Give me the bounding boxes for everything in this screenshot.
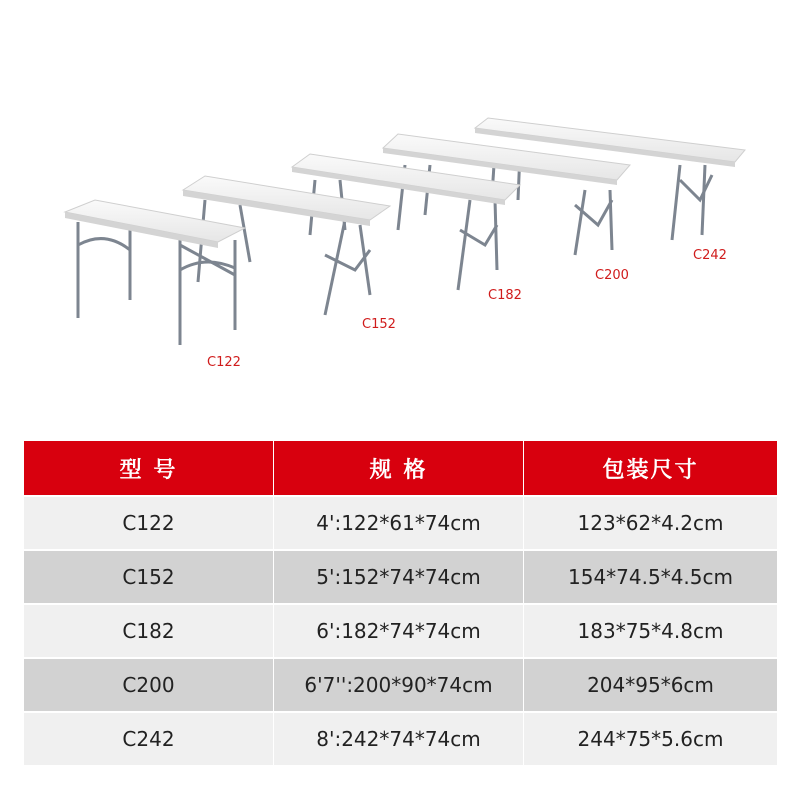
label-c200: C200 [595, 268, 629, 283]
cell-spec: 6'7'':200*90*74cm [274, 657, 524, 711]
table-c122 [65, 200, 245, 345]
header-package-size: 包装尺寸 [524, 441, 777, 495]
label-c182: C182 [488, 288, 522, 303]
table-row [24, 549, 777, 603]
table-row [24, 603, 777, 657]
table-c182 [292, 154, 520, 290]
spec-table [24, 441, 777, 765]
cell-package-size: 123*62*4.2cm [524, 495, 777, 549]
table-row [24, 657, 777, 711]
cell-model: C182 [24, 603, 274, 657]
table-row [24, 495, 777, 549]
label-c122: C122 [207, 355, 241, 370]
cell-model: C200 [24, 657, 274, 711]
header-spec: 规 格 [274, 441, 524, 495]
cell-package-size: 204*95*6cm [524, 657, 777, 711]
label-c242: C242 [693, 248, 727, 263]
cell-package-size: 244*75*5.6cm [524, 711, 777, 765]
header-model: 型 号 [24, 441, 274, 495]
table-row [24, 711, 777, 765]
cell-package-size: 154*74.5*4.5cm [524, 549, 777, 603]
cell-spec: 8':242*74*74cm [274, 711, 524, 765]
cell-spec: 6':182*74*74cm [274, 603, 524, 657]
cell-model: C152 [24, 549, 274, 603]
label-c152: C152 [362, 317, 396, 332]
table-header-row [24, 441, 777, 495]
cell-model: C122 [24, 495, 274, 549]
cell-spec: 4':122*61*74cm [274, 495, 524, 549]
cell-package-size: 183*75*4.8cm [524, 603, 777, 657]
cell-spec: 5':152*74*74cm [274, 549, 524, 603]
cell-model: C242 [24, 711, 274, 765]
